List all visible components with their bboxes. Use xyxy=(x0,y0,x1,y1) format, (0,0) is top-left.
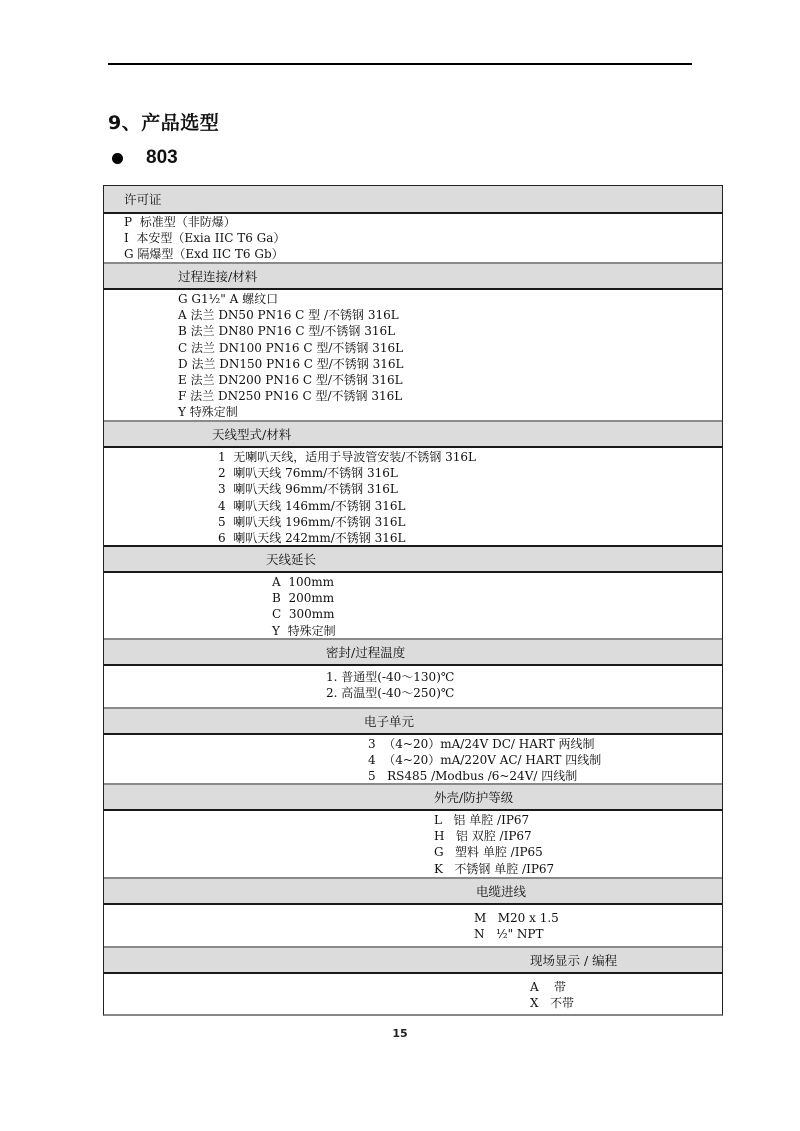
option-text: 100mm xyxy=(288,575,334,589)
section-options-certification xyxy=(104,214,722,262)
option-code: G xyxy=(178,292,188,306)
option-row xyxy=(272,606,722,622)
section-header-cable-entry xyxy=(104,877,722,905)
section-options-process-connection xyxy=(104,290,722,420)
option-text: 无喇叭天线，适用于导波管安装/不锈钢 316L xyxy=(233,450,477,464)
option-row xyxy=(326,685,722,701)
option-text: 不锈钢 单腔 /IP67 xyxy=(454,861,555,876)
option-row xyxy=(530,979,722,995)
option-code: P xyxy=(124,215,133,229)
option-row xyxy=(272,590,722,606)
section-options-electronics xyxy=(104,735,722,783)
option-code: 6 xyxy=(218,531,226,546)
option-row xyxy=(178,323,722,339)
section-options-cable-entry xyxy=(104,905,722,946)
section-header-seal-temperature xyxy=(104,638,722,666)
option-code: Y xyxy=(272,623,280,638)
option-code: D xyxy=(178,356,188,371)
section-title-label: 过程连接/材料 xyxy=(178,269,258,284)
option-code: C xyxy=(272,607,282,622)
option-row xyxy=(368,752,722,768)
option-code: 1 xyxy=(218,450,226,464)
section-options-antenna-type xyxy=(104,448,722,545)
option-text: 标准型（非防爆） xyxy=(139,215,236,229)
option-row xyxy=(218,514,722,530)
option-row xyxy=(474,910,722,926)
option-code: 1. xyxy=(326,670,338,684)
option-row xyxy=(434,828,722,844)
option-text: 塑料 单腔 /IP65 xyxy=(455,845,543,860)
option-code: A xyxy=(530,980,539,994)
option-text: 隔爆型（Exd IIC T6 Gb） xyxy=(137,247,284,262)
section-header-housing-protection xyxy=(104,783,722,811)
option-text: 喇叭天线 242mm/不锈钢 316L xyxy=(233,531,406,546)
option-text: 喇叭天线 96mm/不锈钢 316L xyxy=(233,482,398,497)
option-row xyxy=(178,307,722,323)
option-code: 2. xyxy=(326,686,338,701)
model-heading xyxy=(112,147,178,169)
option-code: I xyxy=(124,231,129,246)
option-row xyxy=(434,844,722,860)
option-text: 喇叭天线 196mm/不锈钢 316L xyxy=(233,514,406,529)
section-header-process-connection xyxy=(104,262,722,290)
option-code: 2 xyxy=(218,466,226,481)
option-text: （4~20）mA/220V AC/ HART 四线制 xyxy=(383,753,602,768)
option-row xyxy=(530,995,722,1011)
option-row xyxy=(218,530,722,546)
option-row xyxy=(178,291,722,307)
option-row xyxy=(124,246,722,262)
section-title-label: 现场显示 / 编程 xyxy=(530,953,618,968)
option-row xyxy=(178,404,722,420)
option-code: B xyxy=(272,591,281,606)
option-code: 5 xyxy=(218,514,226,529)
option-code: L xyxy=(434,813,442,827)
page-header-rule xyxy=(108,63,692,65)
section-title-label: 外壳/防护等级 xyxy=(434,790,514,805)
option-row xyxy=(368,736,722,752)
option-row xyxy=(218,465,722,481)
option-code: Y xyxy=(178,405,186,420)
option-text: ½" NPT xyxy=(495,927,544,942)
option-code: 4 xyxy=(368,753,376,768)
option-text: RS485 /Modbus /6~24V/ 四线制 xyxy=(387,769,578,784)
option-row xyxy=(434,861,722,877)
option-row xyxy=(474,926,722,942)
option-row xyxy=(434,812,722,828)
section-header-electronics xyxy=(104,707,722,735)
option-text: 特殊定制 xyxy=(189,405,238,420)
option-text: 带 xyxy=(553,980,566,994)
option-text: 200mm xyxy=(288,591,335,606)
option-row xyxy=(326,669,722,685)
option-text: M20 x 1.5 xyxy=(497,911,559,925)
option-code: E xyxy=(178,373,187,388)
option-row xyxy=(218,498,722,514)
section-header-antenna-extension xyxy=(104,545,722,573)
section-title-label: 天线延长 xyxy=(266,552,317,567)
option-text: 铝 双腔 /IP67 xyxy=(455,829,532,844)
option-text: 法兰 DN100 PN16 C 型/不锈钢 316L xyxy=(191,340,404,355)
option-text: G1½" A 螺纹口 xyxy=(191,292,279,306)
option-text: 铝 单腔 /IP67 xyxy=(453,813,530,827)
option-text: 法兰 DN250 PN16 C 型/不锈钢 316L xyxy=(190,389,403,404)
section-title-label: 许可证 xyxy=(124,192,162,207)
option-row xyxy=(272,623,722,639)
option-text: 普通型(-40～130)℃ xyxy=(341,670,455,684)
option-text: 法兰 DN50 PN16 C 型 /不锈钢 316L xyxy=(190,308,399,323)
option-code: 3 xyxy=(368,737,376,751)
option-code: B xyxy=(178,324,187,339)
option-row xyxy=(124,230,722,246)
option-code: G xyxy=(434,845,444,860)
option-text: 法兰 DN200 PN16 C 型/不锈钢 316L xyxy=(190,373,403,388)
option-text: 特殊定制 xyxy=(287,623,336,638)
page-number: 15 xyxy=(392,1027,408,1040)
section-header-display-programming xyxy=(104,946,722,974)
option-code: A xyxy=(272,575,281,589)
option-code: 4 xyxy=(218,498,226,513)
option-text: 300mm xyxy=(288,607,335,622)
option-row xyxy=(124,214,722,230)
section-title: 9、产品选型 xyxy=(108,112,220,134)
option-code: M xyxy=(474,911,487,925)
section-header-certification xyxy=(104,186,722,214)
section-title-label: 天线型式/材料 xyxy=(212,427,292,442)
option-text: 本安型（Exia IIC T6 Ga） xyxy=(136,231,286,246)
option-row xyxy=(178,356,722,372)
bullet-icon xyxy=(112,153,123,164)
section-options-display-programming xyxy=(104,974,722,1014)
option-text: 喇叭天线 146mm/不锈钢 316L xyxy=(233,498,406,513)
section-title-label: 电缆进线 xyxy=(476,884,527,899)
product-selection-table xyxy=(103,185,723,1016)
section-header-antenna-type xyxy=(104,420,722,448)
option-text: （4~20）mA/24V DC/ HART 两线制 xyxy=(383,737,595,751)
option-code: K xyxy=(434,861,443,876)
option-code: N xyxy=(474,927,485,942)
option-row xyxy=(272,574,722,590)
option-code: F xyxy=(178,389,187,404)
section-options-antenna-extension xyxy=(104,573,722,638)
model-number: 803 xyxy=(146,147,178,168)
option-text: 不带 xyxy=(550,996,575,1011)
option-text: 法兰 DN150 PN16 C 型/不锈钢 316L xyxy=(191,356,404,371)
option-code: X xyxy=(530,996,539,1011)
section-title-label: 电子单元 xyxy=(364,714,415,729)
option-row xyxy=(218,481,722,497)
option-text: 高温型(-40～250)℃ xyxy=(341,686,455,701)
option-row xyxy=(178,388,722,404)
option-row xyxy=(178,372,722,388)
option-code: 5 xyxy=(368,769,376,784)
option-text: 喇叭天线 76mm/不锈钢 316L xyxy=(233,466,398,481)
option-code: 3 xyxy=(218,482,226,497)
option-code: A xyxy=(178,308,187,323)
section-options-seal-temperature xyxy=(104,666,722,707)
option-code: C xyxy=(178,340,188,355)
option-row xyxy=(218,449,722,465)
option-code: H xyxy=(434,829,445,844)
section-title-label: 密封/过程温度 xyxy=(326,645,406,660)
option-code: G xyxy=(124,247,134,262)
option-row xyxy=(178,340,722,356)
option-text: 法兰 DN80 PN16 C 型/不锈钢 316L xyxy=(190,324,396,339)
section-options-housing-protection xyxy=(104,811,722,877)
